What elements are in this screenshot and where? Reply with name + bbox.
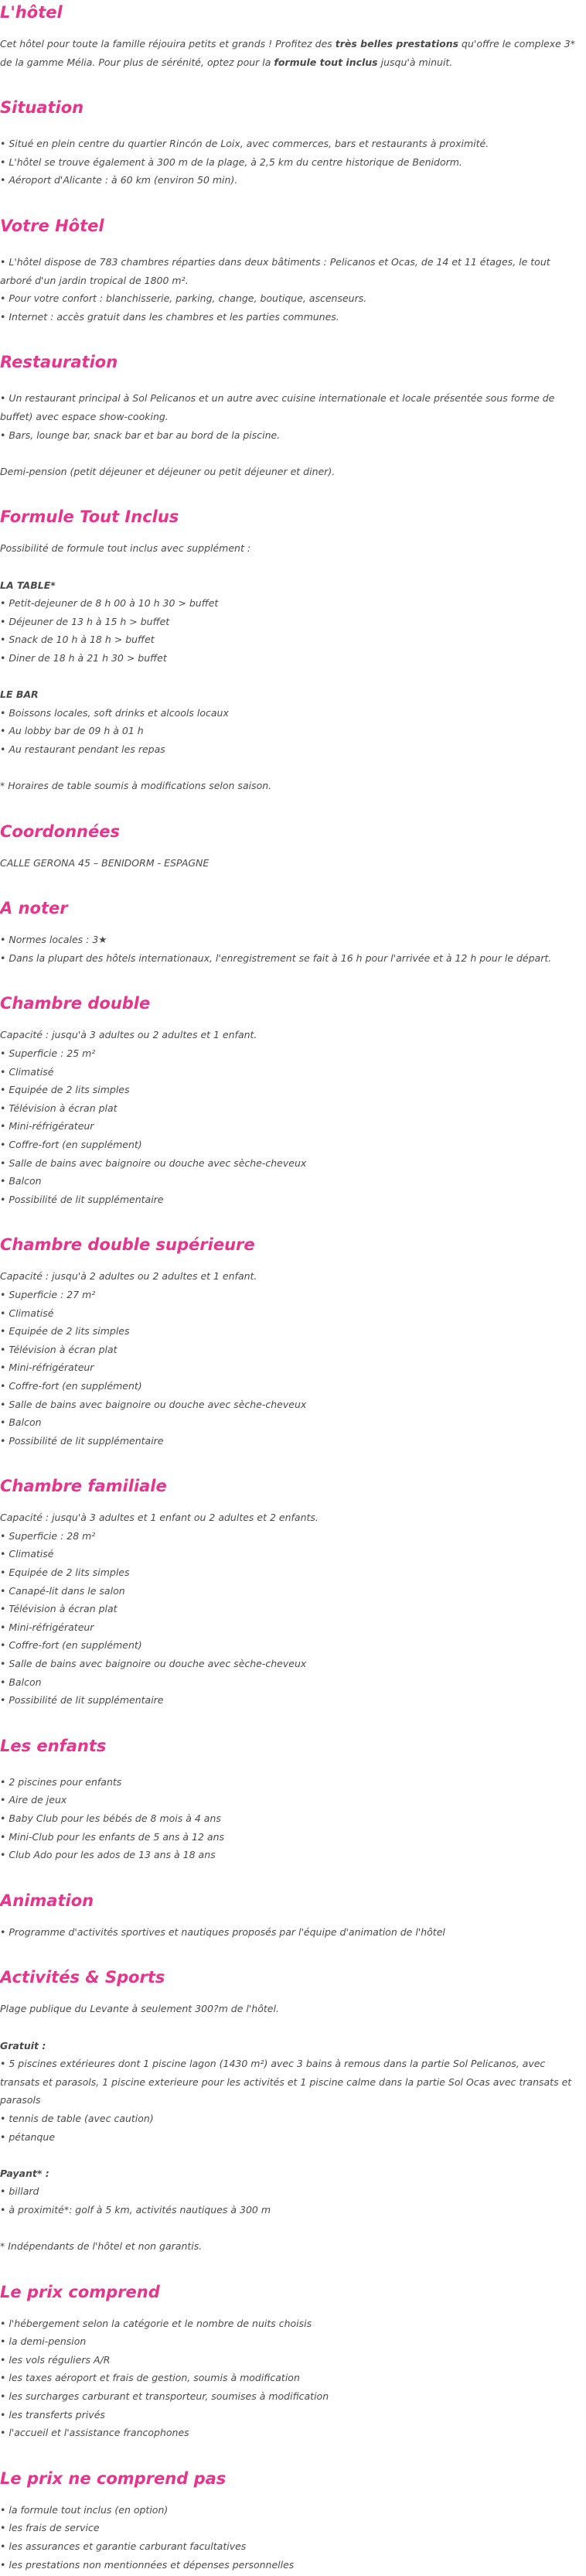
list-item: • les assurances et garantie carburant facultatives [0,2537,584,2556]
section-title: Chambre double supérieure [0,1235,255,1255]
section-title: Votre Hôtel [0,216,104,235]
list-item: • Télévision à écran plat [0,1099,584,1118]
formule-table-label: LA TABLE* [0,579,56,591]
list-item: • Snack de 10 h à 18 h > buffet [0,630,584,649]
list-item: • pétanque [0,2128,584,2147]
section-title: Coordonnées [0,822,120,841]
section-a-noter [0,896,584,967]
section-title: L'hôtel [0,3,63,22]
list-item: • Climatisé [0,1304,584,1323]
section-chambre-familiale [0,1474,584,1710]
section-formule [0,504,584,794]
list-item: • Situé en plein centre du quartier Rincón de Loix, avec commerces, bars et restaurants à proximité. [0,135,584,153]
list-item: • Climatisé [0,1063,584,1081]
list-item: • Coffre-fort (en supplément) [0,1636,584,1655]
section-title: Formule Tout Inclus [0,507,179,527]
list-item: • la demi-pension [0,2332,584,2351]
list-item: • billard [0,2182,584,2201]
list-item: • Programme d'activités sportives et nautiques proposés par l'équipe d'animation de l'hôtel [0,1923,584,1942]
list-item: • Diner de 18 h à 21 h 30 > buffet [0,649,584,668]
enfants-list [0,1773,584,1864]
list-item: • Salle de bains avec baignoire ou douche avec sèche-cheveux [0,1154,584,1173]
section-situation [0,95,584,190]
list-item: • la formule tout inclus (en option) [0,2501,584,2520]
situation-list [0,135,584,190]
list-item: • les prestations non mentionnées et dépenses personnelles [0,2556,584,2574]
section-animation [0,1888,584,1942]
section-title: Le prix comprend [0,2282,160,2301]
list-item: • Baby Club pour les bébés de 8 mois à 4 ans [0,1809,584,1828]
room-capacity: Capacité : jusqu'à 3 adultes ou 2 adultes et 1 enfant. [0,1029,257,1041]
list-item: • Mini-réfrigérateur [0,1358,584,1377]
prix-comprend-list [0,2315,584,2442]
hotel-intro-bold: formule tout inclus [274,56,378,68]
activites-intro: Plage publique du Levante à seulement 300?m de l'hôtel. [0,2003,279,2015]
section-chambre-double [0,991,584,1208]
section-title: Chambre double [0,994,151,1013]
list-item: • Mini-Club pour les enfants de 5 ans à 12 ans [0,1828,584,1847]
section-votre-hotel [0,214,584,326]
list-item: • Equipée de 2 lits simples [0,1563,584,1582]
list-item: • Boissons locales, soft drinks et alcools locaux [0,704,584,723]
list-item: • Normes locales : 3★ [0,931,584,949]
votre-hotel-list [0,253,584,326]
list-item: • Possibilité de lit supplémentaire [0,1432,584,1450]
hotel-intro [0,35,584,71]
list-item: • Superficie : 27 m² [0,1286,584,1304]
hotel-intro-text: Cet hôtel pour toute la famille réjouira petits et grands ! Profitez des [0,38,336,50]
section-title: Le prix ne comprend pas [0,2468,227,2488]
list-item: • Balcon [0,1413,584,1432]
section-title: Restauration [0,353,118,372]
payant-list [0,2182,584,2219]
animation-list [0,1923,584,1942]
list-item: • Mini-réfrigérateur [0,1117,584,1136]
list-item: • à proximité*: golf à 5 km, activités nautiques à 300 m [0,2201,584,2219]
list-item: • 2 piscines pour enfants [0,1773,584,1792]
room-features-list [0,1527,584,1710]
section-prix-ne-comprend [0,2466,584,2574]
section-coordonnees [0,819,584,873]
list-item: • Salle de bains avec baignoire ou douche avec sèche-cheveux [0,1655,584,1673]
formule-table-list [0,594,584,667]
formule-bar-label: LE BAR [0,688,39,701]
list-item: • Balcon [0,1673,584,1692]
room-capacity: Capacité : jusqu'à 2 adultes ou 2 adultes et 1 enfant. [0,1270,257,1283]
hotel-intro-text: jusqu'à minuit. [377,56,453,68]
list-item: • les frais de service [0,2519,584,2537]
activites-footnote: * Indépendants de l'hôtel et non garantis. [0,2240,203,2253]
list-item: • les taxes aéroport et frais de gestion, soumis à modification [0,2369,584,2387]
section-title: A noter [0,899,68,918]
section-title: Chambre familiale [0,1477,167,1496]
section-restauration [0,350,584,480]
formule-intro: Possibilité de formule tout inclus avec supplément : [0,542,251,555]
list-item: • Salle de bains avec baignoire ou douche avec sèche-cheveux [0,1396,584,1414]
list-item: • Balcon [0,1172,584,1191]
room-features-list [0,1286,584,1450]
gratuit-label: Gratuit : [0,2039,46,2052]
hotel-intro-text: qu'offre le complexe 3* de la gamme Mélia. Pour plus de sérénité, optez pour la [0,38,575,68]
hotel-intro-bold: très belles prestations [335,38,459,50]
section-title: Animation [0,1891,94,1910]
list-item: • Au lobby bar de 09 h à 01 h [0,722,584,740]
list-item: • Télévision à écran plat [0,1600,584,1618]
restauration-note: Demi-pension (petit déjeuner et déjeuner ou petit déjeuner et diner). [0,465,336,477]
list-item: • Club Ado pour les ados de 13 ans à 18 ans [0,1846,584,1864]
list-item: • Bars, lounge bar, snack bar et bar au bord de la piscine. [0,426,584,445]
list-item: • Coffre-fort (en supplément) [0,1377,584,1396]
list-item: • Petit-dejeuner de 8 h 00 à 10 h 30 > buffet [0,594,584,613]
formule-footnote: * Horaires de table soumis à modifications selon saison. [0,780,272,792]
list-item: • l'hébergement selon la catégorie et le nombre de nuits choisis [0,2315,584,2333]
gratuit-list [0,2055,584,2146]
list-item: • Possibilité de lit supplémentaire [0,1691,584,1710]
list-item: • Canapé-lit dans le salon [0,1582,584,1601]
list-item: • L'hôtel dispose de 783 chambres réparties dans deux bâtiments : Pelicanos et Ocas, de 14 et 11 étages, le tout arboré d'un jardin tropical de 1800 m². [0,253,584,289]
list-item: • Coffre-fort (en supplément) [0,1136,584,1154]
a-noter-list [0,931,584,967]
list-item: • les surcharges carburant et transporteur, soumises à modification [0,2387,584,2406]
list-item: • Au restaurant pendant les repas [0,740,584,759]
list-item: • Aire de jeux [0,1791,584,1809]
list-item: • Télévision à écran plat [0,1341,584,1359]
list-item: • Un restaurant principal à Sol Pelicanos et un autre avec cuisine internationale et locale présentée sous forme de buffet) avec espace show-cooking. [0,389,584,425]
section-title: Activités & Sports [0,1968,165,1987]
list-item: • tennis de table (avec caution) [0,2110,584,2128]
list-item: • Mini-réfrigérateur [0,1618,584,1637]
list-item: • Climatisé [0,1545,584,1563]
section-enfants [0,1734,584,1864]
list-item: • Superficie : 28 m² [0,1527,584,1546]
list-item: • Internet : accès gratuit dans les chambres et les parties communes. [0,308,584,326]
list-item: • Déjeuner de 13 h à 15 h > buffet [0,613,584,631]
list-item: • Dans la plupart des hôtels internationaux, l'enregistrement se fait à 16 h pour l'arrivée et à 12 h pour le départ. [0,949,584,968]
section-title: Situation [0,98,84,118]
list-item: • Equipée de 2 lits simples [0,1322,584,1341]
list-item: • l'accueil et l'assistance francophones [0,2424,584,2442]
section-chambre-superieure [0,1232,584,1450]
restauration-list [0,389,584,444]
list-item: • Equipée de 2 lits simples [0,1081,584,1099]
list-item: • les transferts privés [0,2406,584,2424]
section-activites [0,1965,584,2255]
list-item: • Pour votre confort : blanchisserie, parking, change, boutique, ascenseurs. [0,289,584,308]
payant-label: Payant* : [0,2167,49,2179]
section-title: Les enfants [0,1736,107,1755]
section-hotel [0,0,584,71]
list-item: • L'hôtel se trouve également à 300 m de la plage, à 2,5 km du centre historique de Benidorm. [0,153,584,172]
list-item: • Superficie : 25 m² [0,1044,584,1063]
room-capacity: Capacité : jusqu'à 3 adultes et 1 enfant ou 2 adultes et 2 enfants. [0,1512,319,1524]
formule-bar-list [0,704,584,759]
address: CALLE GERONA 45 – BENIDORM - ESPAGNE [0,856,210,869]
list-item: • les vols réguliers A/R [0,2351,584,2369]
list-item: • Aéroport d'Alicante : à 60 km (environ 50 min). [0,171,584,190]
section-prix-comprend [0,2280,584,2442]
list-item: • Possibilité de lit supplémentaire [0,1191,584,1209]
list-item: • 5 piscines extérieures dont 1 piscine lagon (1430 m²) avec 3 bains à remous dans la partie Sol Pelicanos, avec transats et parasols, 1 piscine exterieure pour les activités et 1 piscine calme dans la partie Sol Ocas avec transats et parasols [0,2055,584,2110]
room-features-list [0,1044,584,1208]
prix-ne-comprend-list [0,2501,584,2574]
